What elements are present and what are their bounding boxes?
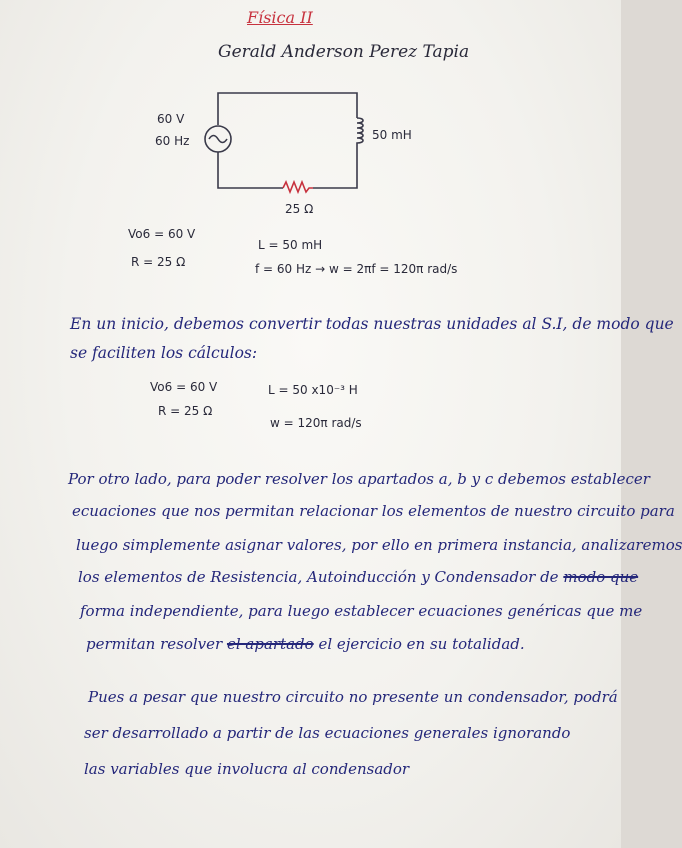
ac-source-icon [205, 126, 231, 152]
struck-word-modo-que: modo que [563, 568, 639, 586]
resistor-value-label: 25 Ω [285, 202, 314, 216]
paragraph2-line2: ecuaciones que nos permitan relacionar los elementos de nuestro circuito para [72, 502, 675, 520]
paragraph2-line6-end: el ejercicio en su totalidad. [318, 635, 525, 653]
paragraph3-line2: ser desarrollado a partir de las ecuaciones generales ignorando [84, 724, 571, 742]
source-voltage-label: 60 V [157, 112, 185, 126]
paragraph2-line4[interactable] [78, 568, 638, 586]
si-voltage: Vo6 = 60 V [150, 380, 218, 394]
paragraph2-line5: forma independiente, para luego establecer ecuaciones genéricas que me [80, 602, 643, 620]
paragraph1-line2: se faciliten los cálculos: [70, 344, 258, 362]
page-title: Física II [247, 8, 313, 27]
paragraph2-line4-text: los elementos de Resistencia, Autoinducción y Condensador de [78, 568, 559, 586]
source-frequency-label: 60 Hz [155, 134, 190, 148]
paragraph3-line3: las variables que involucra al condensador [84, 760, 410, 778]
paragraph2-line1: Por otro lado, para poder resolver los apartados a, b y c debemos establecer [68, 470, 650, 488]
si-resistance: R = 25 Ω [158, 404, 213, 418]
paragraph2-line6 [86, 635, 525, 653]
given-frequency: f = 60 Hz → w = 2πf = 120π rad/s [255, 262, 458, 276]
top-wire [218, 93, 357, 125]
bottom-left-wire [218, 152, 283, 188]
struck-word-el-apartado: el apartado [226, 635, 314, 653]
si-angular-frequency: w = 120π rad/s [270, 416, 362, 430]
given-resistance: R = 25 Ω [131, 255, 186, 269]
author-name: Gerald Anderson Perez Tapia [218, 42, 470, 62]
paragraph2-line3: luego simplemente asignar valores, por ello en primera instancia, analizaremos [76, 536, 682, 554]
inductor-icon [357, 118, 363, 147]
paragraph2-line6-start: permitan resolver [86, 635, 223, 653]
paragraph3-line1: Pues a pesar que nuestro circuito no presente un condensador, podrá [88, 688, 618, 706]
paragraph1-line1: En un inicio, debemos convertir todas nuestras unidades al S.I, de modo que [70, 315, 674, 333]
inductor-value-label: 50 mH [372, 128, 412, 142]
given-inductance: L = 50 mH [258, 238, 323, 252]
si-inductance: L = 50 x10⁻³ H [268, 383, 358, 397]
given-voltage: Vo6 = 60 V [128, 227, 196, 241]
bottom-right-wire [313, 147, 357, 188]
resistor-icon [283, 182, 313, 192]
